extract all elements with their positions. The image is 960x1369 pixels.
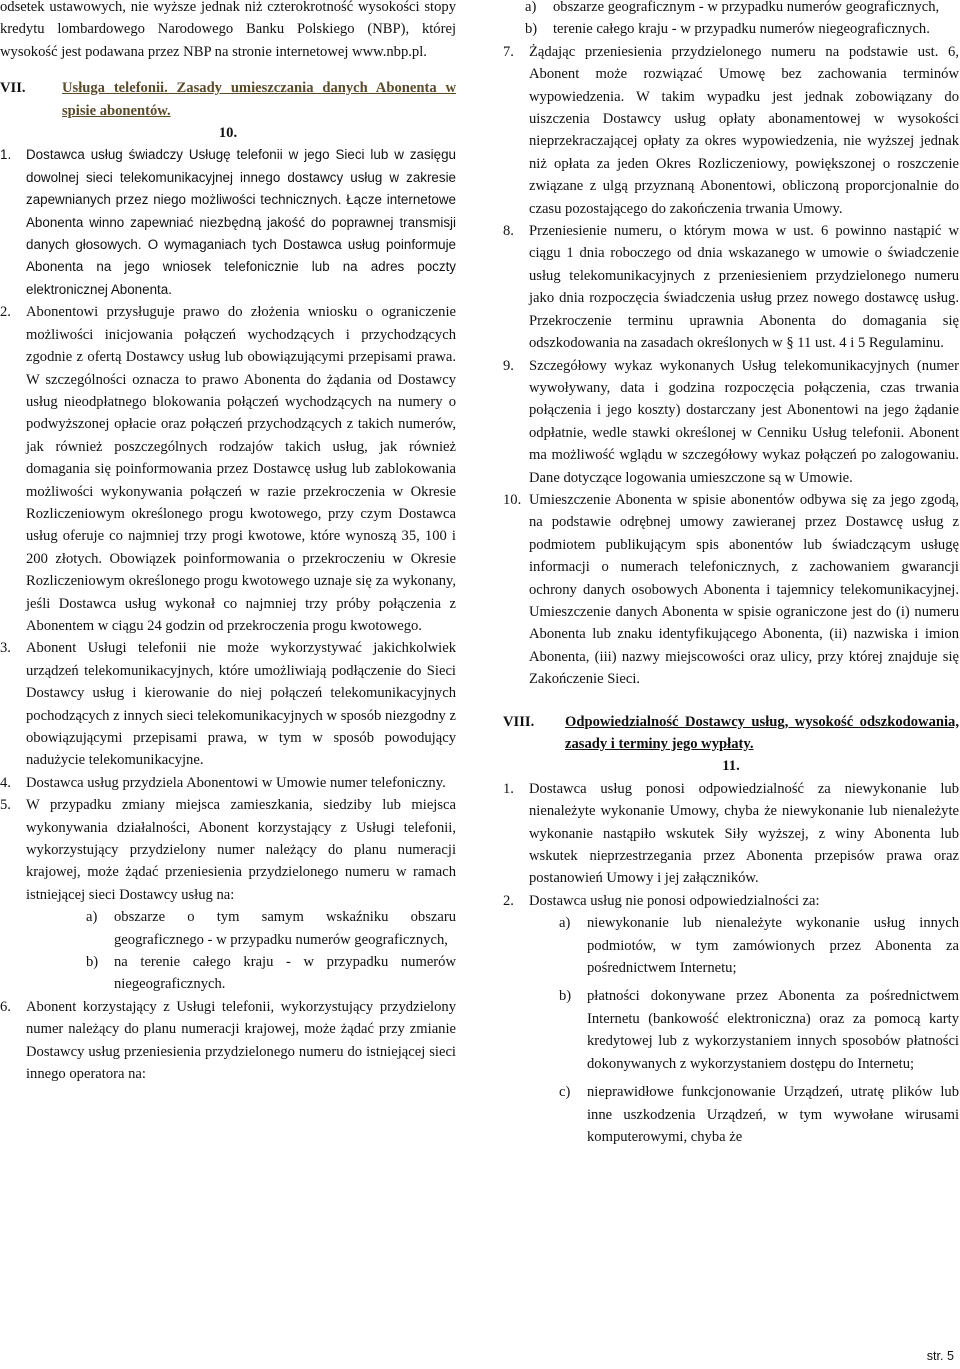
sub-list-item: b) na terenie całego kraju - w przypadku numerów niegeograficznych. [86,954,456,993]
list-item: 2. Abonentowi przysługuje prawo do złożenia wniosku o ograniczenie możliwości inicjowania połączeń wychodzących i przychodzących zgodnie z ofertą Dostawcy usług lub obowiązującymi przepisami prawa. W szczególności oznacza to prawo Abonenta do żądania od Dostawcy usług nieodpłatnego blokowania połączeń wychodzących na numery o podwyższonej opłacie oraz połączeń przychodzących z takich numerów, jak również poszczególnych rodzajów takich usług, jak również domagania się poinformowania przez Dostawcę usług lub zablokowania możliwości wykonywania połączeń w razie przekroczenia w Okresie Rozliczeniowym określonego progu kwotowego, przy czym Dostawca usług oferuje co najmniej trzy progi kwotowe, które wynoszą 35, 100 i 200 złotych. Obowiązek poinformowania o przekroczeniu w Okresie Rozliczeniowym określonego progu kwotowego uznaje się za wykonany, jeśli Dostawca usług wykonał co najmniej trzy próby połączenia z Abonentem w ciągu 24 godzin od przekroczenia progu kwotowego. [0,304,456,634]
intro-paragraph: odsetek ustawowych, nie wyższe jednak niż czterokrotność wysokości stopy kredytu lombardowego Narodowego Banku Polskiego (NBP), której wysokość jest podawana przez NBP na stronie internetowej www.nbp.pl. [0,0,456,60]
list-item: 3. Abonent Usługi telefonii nie może wykorzystywać jakichkolwiek urządzeń telekomunikacyjnych, które umożliwiają podłączenie do Sieci Dostawcy usług i kierowanie do niej połączeń telekomunikacyjnych pochodzących z innych sieci telekomunikacyjnych w sposób niezgodny z obowiązującymi przepisami prawa, w tym w sposób powodujący nadużycie telekomunikacyjne. [0,640,456,769]
left-column [0,0,456,1086]
page-number: str. 5 [926,1349,954,1363]
section-number: VIII. [503,713,535,730]
list-item: 4. Dostawca usług przydziela Abonentowi w Umowie numer telefoniczny. [0,774,446,791]
list-item: 7. Żądając przeniesienia przydzielonego numeru na podstawie ust. 6, Abonent może rozwiązać Umowę bez zachowania terminów wypowiedzenia. W takim wypadku jest jednak zobowiązany do uiszczenia Dostawcy usług opłaty abonamentowej w wysokości nieprzekraczającej opłaty za okres wypowiedzenia, nie wyższej jednak niż opłata za jeden Okres Rozliczeniowy, powiększonej o roszczenie związane z ulgą przyznaną Abonentowi, obliczoną proporcjonalnie do czasu pozostającego do zakończenia trwania Umowy. [503,43,959,217]
section-heading-viii [503,711,959,756]
sub-list-item: a) obszarze o tym samym wskaźniku obszaru geograficznego - w przypadku numerów geograficznych, [86,909,456,948]
list-item: 2. Dostawca usług nie ponosi odpowiedzialności za: [503,892,820,909]
paragraph-number: 11. [722,758,740,775]
sub-list-item: b) płatności dokonywane przez Abonenta za pośrednictwem Internetu (bankowość elektroniczna) oraz za pomocą karty kredytowej lub z wykorzystaniem innych sposobów płatności dokonywanych z wykorzystaniem dostępu do Internetu; [559,988,959,1072]
list-item: 5. W przypadku zmiany miejsca zamieszkania, siedziby lub miejsca wykonywania działalności, Abonent korzystający z Usługi telefonii, wykorzystujący przydzielony numer należący do planu numeracji krajowej, może żądać przeniesienia przydzielonego numeru w ramach istniejącej sieci Dostawcy usług na: [0,797,456,903]
section-heading-vii [0,77,456,122]
list-item: 6. Abonent korzystający z Usługi telefonii, wykorzystujący przydzielony numer należący do planu numeracji krajowej, może żądać przy zmianie Dostawcy usług przeniesienia przydzielonego numeru do istniejącej sieci innego operatora na: [0,998,456,1083]
section-title: Usługa telefonii. Zasady umieszczania danych Abonenta w spisie abonentów. [62,80,456,119]
sub-list-item: b) terenie całego kraju - w przypadku numerów niegeograficznych. [525,21,930,38]
paragraph-number: 10. [218,125,238,142]
sub-list-item: a) obszarze geograficznym - w przypadku numerów geograficznych, [525,0,940,15]
sub-list-item: a) niewykonanie lub nienależyte wykonanie usług innych podmiotów, w tym zamówionych przez Abonenta za pośrednictwem Internetu; [559,915,959,977]
list-item: 1. Dostawca usług ponosi odpowiedzialność za niewykonanie lub nienależyte wykonanie Umowy, chyba że niewykonanie lub nienależyte wykonanie nastąpiło wskutek Siły wyższej, z winy Abonenta lub wskutek nieprzestrzegania przez Abonenta przepisów prawa oraz postanowień Umowy i jej załączników. [503,780,959,887]
list-item: 1. Dostawca usług świadczy Usługę telefonii w jego Sieci lub w zasięgu dowolnej sieci telekomunikacyjnej innego dostawcy usług w zakresie zapewnianych przez niego możliwości technicznych. Łącze internetowe Abonenta winno zapewniać niezbędną jakość do poprawnej transmisji danych głosowych. O wymaganiach tych Dostawca usług poinformuje Abonenta na jego wniosek telefonicznie lub na adres poczty elektronicznej Abonenta. [0,147,456,297]
list-item: 9. Szczegółowy wykaz wykonanych Usług telekomunikacyjnych (numer wywoływany, data i godzina rozpoczęcia połączenia, czas trwania połączenia i jego koszty) dostarczany jest Abonentowi na jego żądanie odpłatnie, wedle stawki określonej w Cenniku Usług telefonii. Abonent ma możliwość wglądu w szczegółowy wykaz połączeń po zalogowaniu. Dane dotyczące logowania umieszczone są w Umowie. [503,357,959,486]
list-item: 8. Przeniesienie numeru, o którym mowa w ust. 6 powinno nastąpić w ciągu 1 dnia roboczego od dnia wskazanego w umowie o świadczenie usług telekomunikacyjnych z przeniesieniem przydzielonego numeru jako dnia rozpoczęcia świadczenia usług przez nowego dostawcę usług. Przekroczenie terminu uprawnia Abonenta do domagania się odszkodowania na zasadach określonych w § 11 ust. 4 i 5 Regulaminu. [503,223,959,352]
right-column [503,0,959,1148]
sub-list-item: c) nieprawidłowe funkcjonowanie Urządzeń, utratę plików lub inne uszkodzenia Urządzeń, w tym wywołane wirusami komputerowymi, chyba że [559,1084,959,1145]
section-title: Odpowiedzialność Dostawcy usług, wysokość odszkodowania, zasady i terminy jego wypłaty. [565,713,959,752]
section-number: VII. [0,80,26,97]
list-item: 10. Umieszczenie Abonenta w spisie abonentów odbywa się za jego zgodą, na podstawie odrębnej umowy zawieranej przez Dostawcę usług z podmiotem publikującym spis abonentów lub świadczącym usługę informacji o numerach telefonicznych, z zachowaniem gwarancji ochrony danych osobowych Abonenta i tajemnicy telekomunikacyjnej. Umieszczenie danych Abonenta w spisie ograniczone jest do (i) numeru Abonenta lub znaku identyfikującego Abonenta, (ii) nazwiska i imion Abonenta, (iii) nazwy miejscowości oraz ulicy, przy której znajduje się Zakończenie Sieci. [503,491,959,688]
